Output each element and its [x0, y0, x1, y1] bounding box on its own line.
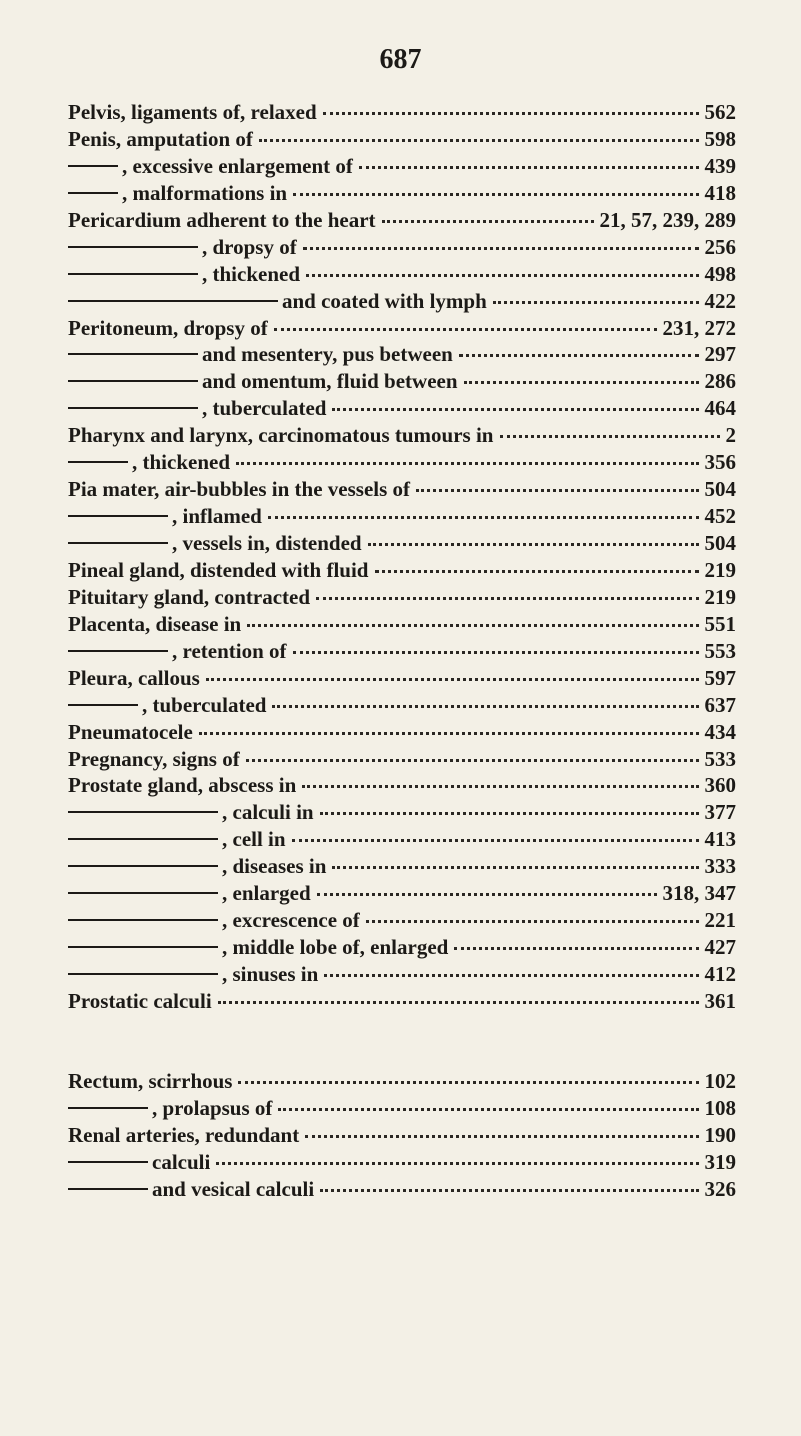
entry-pages: 256 [704, 234, 736, 259]
dot-leader [303, 247, 699, 250]
entry-pages: 598 [704, 126, 736, 151]
index-entry [68, 747, 736, 774]
entry-pages: 452 [704, 504, 736, 529]
index-entry [68, 450, 736, 477]
index-entry [68, 854, 736, 881]
dot-leader [459, 354, 699, 357]
ditto-rule [68, 1107, 148, 1109]
dot-leader [218, 1001, 699, 1004]
page-number: 687 [379, 44, 422, 75]
dot-leader [493, 301, 699, 304]
ditto-rule [68, 946, 218, 948]
index-entry [68, 908, 736, 935]
index-entry [68, 342, 736, 369]
ditto-rule [68, 353, 198, 355]
dot-leader [464, 381, 699, 384]
entry-pages: 434 [704, 719, 736, 744]
entry-label: , calculi in [222, 800, 314, 825]
ditto-rule [68, 919, 218, 921]
dot-leader [206, 678, 699, 681]
index-entry [68, 504, 736, 531]
dot-leader [320, 812, 699, 815]
dot-leader [293, 193, 698, 196]
entry-label: , sinuses in [222, 962, 319, 986]
entry-pages: 231, 272 [662, 315, 736, 340]
dot-leader [454, 947, 698, 950]
entry-label: , malformations in [122, 180, 288, 205]
entry-label: Pericardium adherent to the heart [68, 207, 376, 232]
entry-pages: 377 [704, 800, 736, 825]
index-entry [68, 127, 736, 154]
index-entry [68, 639, 736, 666]
entry-label: , enlarged [222, 881, 311, 906]
entry-pages: 498 [704, 261, 736, 286]
entry-label: , prolapsus of [152, 1095, 273, 1120]
entry-label: Peritoneum, dropsy of [68, 315, 268, 340]
index-entry [68, 208, 736, 235]
dot-leader [246, 759, 699, 762]
index-entry [68, 1177, 736, 1204]
dot-leader [500, 435, 720, 438]
entry-label: , excessive enlargement of [122, 153, 353, 178]
entry-pages: 360 [704, 773, 736, 798]
entry-label: Penis, amputation of [68, 126, 253, 151]
dot-leader [332, 408, 698, 411]
index-entry [68, 800, 736, 827]
ditto-rule [68, 407, 198, 409]
entry-label: calculi [152, 1149, 211, 1174]
dot-leader [306, 274, 698, 277]
ditto-rule [68, 246, 198, 248]
dot-leader [278, 1108, 698, 1111]
dot-leader [324, 974, 698, 977]
index-entry [68, 962, 736, 989]
dot-leader [292, 839, 699, 842]
entry-label: , dropsy of [202, 234, 297, 259]
index-entry [68, 316, 736, 343]
entry-label: , excrescence of [222, 908, 360, 933]
entry-pages: 219 [704, 557, 736, 582]
ditto-rule [68, 300, 278, 302]
ditto-rule [68, 838, 218, 840]
dot-leader [268, 516, 699, 519]
entry-pages: 361 [704, 988, 736, 1013]
entry-label: Pregnancy, signs of [68, 746, 240, 771]
ditto-rule [68, 515, 168, 517]
dot-leader [366, 920, 699, 923]
entry-pages: 326 [704, 1176, 736, 1201]
ditto-rule [68, 1188, 148, 1190]
entry-label: Pia mater, air-bubbles in the vessels of [68, 477, 411, 502]
entry-pages: 562 [704, 100, 736, 124]
dot-leader [236, 462, 698, 465]
entry-label: , retention of [172, 638, 287, 663]
entry-label: , thickened [132, 450, 231, 475]
dot-leader [317, 893, 657, 896]
entry-pages: 2 [725, 423, 736, 448]
dot-leader [332, 866, 698, 869]
ditto-rule [68, 380, 198, 382]
index-entry [68, 369, 736, 396]
ditto-rule [68, 811, 218, 813]
index-entry [68, 558, 736, 585]
dot-leader [368, 543, 699, 546]
entry-label: Renal arteries, redundant [68, 1122, 300, 1147]
entry-pages: 553 [704, 638, 736, 663]
entry-label: and mesentery, pus between [202, 342, 453, 367]
entry-pages: 412 [704, 962, 736, 986]
dot-leader [259, 139, 699, 142]
dot-leader [272, 705, 698, 708]
dot-leader [416, 489, 698, 492]
ditto-rule [68, 650, 168, 652]
entry-pages: 219 [704, 584, 736, 609]
dot-leader [302, 785, 698, 788]
dot-leader [238, 1081, 698, 1084]
entry-label: Pleura, callous [68, 665, 200, 690]
entry-pages: 190 [704, 1122, 736, 1147]
entry-label: and coated with lymph [282, 288, 487, 313]
entry-label: Prostate gland, abscess in [68, 773, 297, 798]
ditto-rule [68, 192, 118, 194]
entry-label: , tuberculated [142, 692, 267, 717]
dot-leader [274, 328, 657, 331]
entry-label: , tuberculated [202, 396, 327, 421]
entry-pages: 637 [704, 692, 736, 717]
dot-leader [359, 166, 699, 169]
entry-pages: 356 [704, 450, 736, 475]
index-entry [68, 612, 736, 639]
ditto-rule [68, 892, 218, 894]
index-entry [68, 666, 736, 693]
ditto-rule [68, 461, 128, 463]
dot-leader [305, 1135, 698, 1138]
index-entry [68, 693, 736, 720]
index-entry [68, 477, 736, 504]
ditto-rule [68, 973, 218, 975]
index-entry [68, 289, 736, 316]
dot-leader [293, 651, 699, 654]
entry-pages: 319 [704, 1149, 736, 1174]
index-entry [68, 262, 736, 289]
entry-pages: 333 [704, 854, 736, 879]
index-entry [68, 989, 736, 1016]
index-entry [68, 100, 736, 127]
entry-pages: 297 [704, 342, 736, 367]
index-entry [68, 1123, 736, 1150]
entry-pages: 533 [704, 746, 736, 771]
entry-pages: 504 [704, 531, 736, 555]
index-entries [68, 100, 736, 1204]
entry-pages: 439 [704, 153, 736, 178]
entry-label: Placenta, disease in [68, 611, 242, 636]
entry-pages: 418 [704, 180, 736, 205]
entry-label: , diseases in [222, 854, 327, 879]
index-entry [68, 423, 736, 450]
entry-label: Pituitary gland, contracted [68, 584, 311, 609]
index-entry [68, 154, 736, 181]
entry-pages: 286 [704, 369, 736, 394]
dot-leader [320, 1189, 698, 1192]
index-entry [68, 396, 736, 423]
index-entry [68, 773, 736, 800]
entry-pages: 422 [704, 288, 736, 313]
index-entry [68, 881, 736, 908]
index-entry [68, 827, 736, 854]
index-entry [68, 235, 736, 262]
index-entry [68, 1096, 736, 1123]
entry-label: Prostatic calculi [68, 988, 212, 1013]
dot-leader [199, 732, 699, 735]
entry-label: Pharynx and larynx, carcinomatous tumours in [68, 423, 494, 448]
entry-pages: 427 [704, 935, 736, 960]
ditto-rule [68, 865, 218, 867]
entry-label: Pneumatocele [68, 719, 193, 744]
entry-label: and omentum, fluid between [202, 369, 458, 394]
dot-leader [316, 597, 698, 600]
entry-label: , thickened [202, 261, 301, 286]
entry-pages: 597 [704, 665, 736, 690]
entry-pages: 102 [704, 1068, 736, 1093]
entry-label: Pineal gland, distended with fluid [68, 557, 369, 582]
entry-pages: 21, 57, 239, 289 [599, 207, 736, 232]
dot-leader [323, 112, 699, 115]
index-entry [68, 585, 736, 612]
ditto-rule [68, 273, 198, 275]
ditto-rule [68, 542, 168, 544]
entry-pages: 551 [704, 611, 736, 636]
dot-leader [375, 570, 699, 573]
ditto-rule [68, 704, 138, 706]
entry-pages: 504 [704, 477, 736, 502]
dot-leader [216, 1162, 698, 1165]
entry-label: , middle lobe of, enlarged [222, 935, 449, 960]
entry-label: Pelvis, ligaments of, relaxed [68, 100, 317, 124]
index-entry [68, 1150, 736, 1177]
index-entry [68, 935, 736, 962]
entry-pages: 318, 347 [662, 881, 736, 906]
entry-label: , inflamed [172, 504, 262, 529]
entry-label: and vesical calculi [152, 1176, 315, 1201]
entry-label: , vessels in, distended [172, 531, 362, 555]
index-entry [68, 720, 736, 747]
entry-pages: 108 [704, 1095, 736, 1120]
entry-pages: 221 [704, 908, 736, 933]
entry-label: , cell in [222, 827, 286, 852]
entry-pages: 413 [704, 827, 736, 852]
dot-leader [382, 220, 594, 223]
entry-label: Rectum, scirrhous [68, 1068, 233, 1093]
index-entry [68, 531, 736, 558]
dot-leader [247, 624, 698, 627]
entry-pages: 464 [704, 396, 736, 421]
index-entry [68, 1069, 736, 1096]
ditto-rule [68, 165, 118, 167]
ditto-rule [68, 1161, 148, 1163]
index-entry [68, 181, 736, 208]
